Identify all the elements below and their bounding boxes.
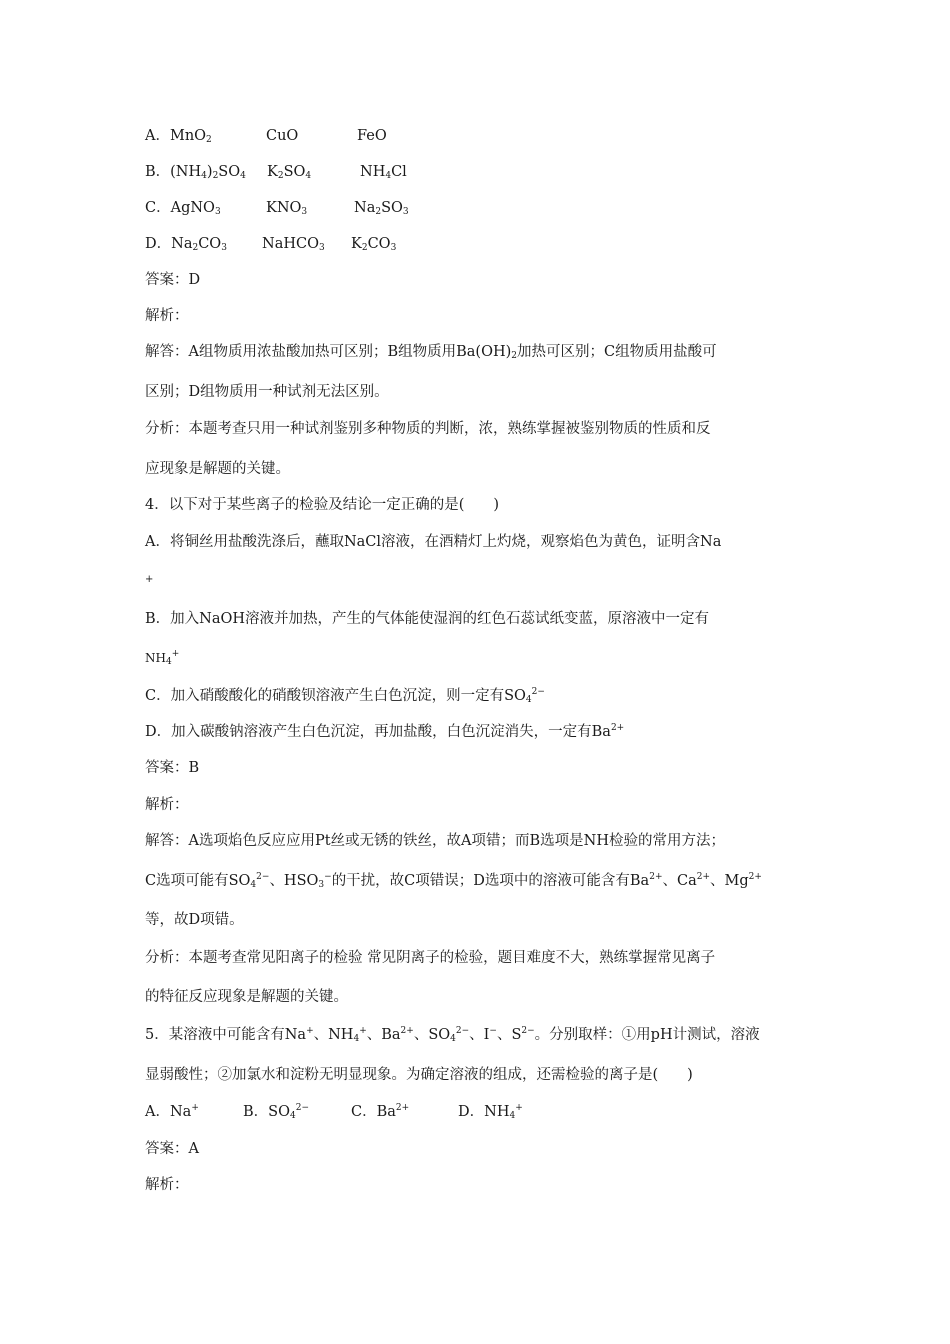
q4-solution-line3: 等，故D项错。 [145, 912, 244, 928]
subscript: 2 [192, 243, 199, 253]
q4-option-a-line1: A．将铜丝用盐酸洗涤后，蘸取NaCl溶液，在酒精灯上灼烧，观察焰色为黄色，证明含Na [145, 534, 722, 550]
option-b-col3: $NH_4Cl$ [360, 164, 407, 181]
subscript: 3 [214, 207, 221, 217]
q5-option-d: D．$NH_4^+$ [458, 1103, 523, 1121]
subscript: 2 [206, 135, 212, 145]
option-b-tail: SO [218, 164, 241, 180]
q5-stem-line1: 5．某溶液中可能含有Na+、$NH_4^+$、$Ba^{2+}$、$SO_4^{2-}$、I−、$S^{2-}$。分别取样：①用pH计测试，溶液 [145, 1026, 760, 1044]
q4-option-a-line2: + [145, 574, 154, 585]
option-c-col3: $Na_2SO_3$ [354, 200, 409, 217]
q3-option-c [145, 198, 409, 218]
option-b-col2: $K_2SO_4$ [267, 164, 312, 181]
q3-note-line2: 应现象是解题的关键。 [145, 461, 290, 477]
q3-solution-line2: 区别；D组物质用一种试剂无法区别。 [145, 384, 389, 400]
subscript: 3 [221, 243, 227, 253]
option-d-col3: $K_2CO_3$ [351, 236, 397, 253]
subscript: 2 [212, 171, 219, 181]
subscript: 4 [240, 171, 246, 181]
q4-note-line1: 分析：本题考查常见阳离子的检验 常见阴离子的检验，题目难度不大，熟练掌握常见离子 [145, 950, 716, 966]
q4-answer: 答案：B [145, 760, 200, 776]
q4-note-line2: 的特征反应现象是解题的关键。 [145, 989, 348, 1005]
q4-option-b-line1: B．加入NaOH溶液并加热，产生的气体能使湿润的红色石蕊试纸变蓝，原溶液中一定有 [145, 611, 710, 627]
option-b-paren: ) [206, 164, 213, 180]
option-a-col2: CuO [266, 128, 299, 144]
option-b-label: B．(NH [145, 164, 202, 180]
q4-solution-line2: C选项可能有$SO_4^{2-}$、$HSO_3^-$的干扰，故C项错误；D选项中的溶液可能含有$Ba^{2+}$、$Ca^{2+}$、$Mg^{2+}$ [145, 872, 762, 890]
q5-stem-line2: 显弱酸性；②加氯水和淀粉无明显现象。为确定溶液的组成，还需检验的离子是( ) [145, 1067, 693, 1083]
option-a-col3: FeO [357, 128, 387, 144]
q5-option-a: A．Na+ [145, 1103, 199, 1120]
q3-note-line1: 分析：本题考查只用一种试剂鉴别多种物质的判断，浓，熟练掌握被鉴别物质的性质和反 [145, 421, 711, 437]
subscript: 4 [201, 171, 207, 181]
option-c-label: C．AgNO [145, 200, 215, 216]
q5-answer: 答案：A [145, 1141, 199, 1157]
q3-analysis-heading: 解析： [145, 308, 189, 324]
q4-analysis-heading: 解析： [145, 797, 189, 813]
q3-solution-line1: 解答：A组物质用浓盐酸加热可区别；B组物质用$Ba(OH)_2$加热可区别；C组物质用盐酸可 [145, 344, 717, 361]
q5-option-c: C．$Ba^{2+}$ [351, 1103, 410, 1120]
q5-analysis-heading: 解析： [145, 1177, 189, 1193]
q3-option-a [145, 126, 387, 146]
option-c-col2: $KNO_3$ [266, 200, 308, 217]
q4-option-c: C．加入硝酸酸化的硝酸钡溶液产生白色沉淀，则一定有$SO_4^{2-}$ [145, 687, 545, 705]
q4-option-b-line2: $NH_4^+$ [145, 649, 180, 667]
option-d-col2: NaHCO$_3$ [262, 236, 325, 253]
q5-options [145, 1102, 523, 1122]
q4-stem: 4．以下对于某些离子的检验及结论一定正确的是( ) [145, 497, 500, 513]
q4-solution-line1: 解答：A选项焰色反应应用Pt丝或无锈的铁丝，故A项错；而B选项是NH检验的常用方法； [145, 833, 726, 849]
q4-option-d: D．加入碳酸钠溶液产生白色沉淀，再加盐酸，白色沉淀消失，一定有$Ba^{2+}$ [145, 723, 625, 740]
q3-option-d [145, 234, 397, 254]
q3-answer: 答案：D [145, 272, 201, 288]
q3-option-b [145, 162, 407, 182]
q5-option-b: B．$SO_4^{2-}$ [243, 1103, 309, 1121]
option-d-label: D．Na [145, 236, 193, 252]
option-a-label: A．MnO [145, 128, 207, 144]
option-d-tail: CO [198, 236, 222, 252]
